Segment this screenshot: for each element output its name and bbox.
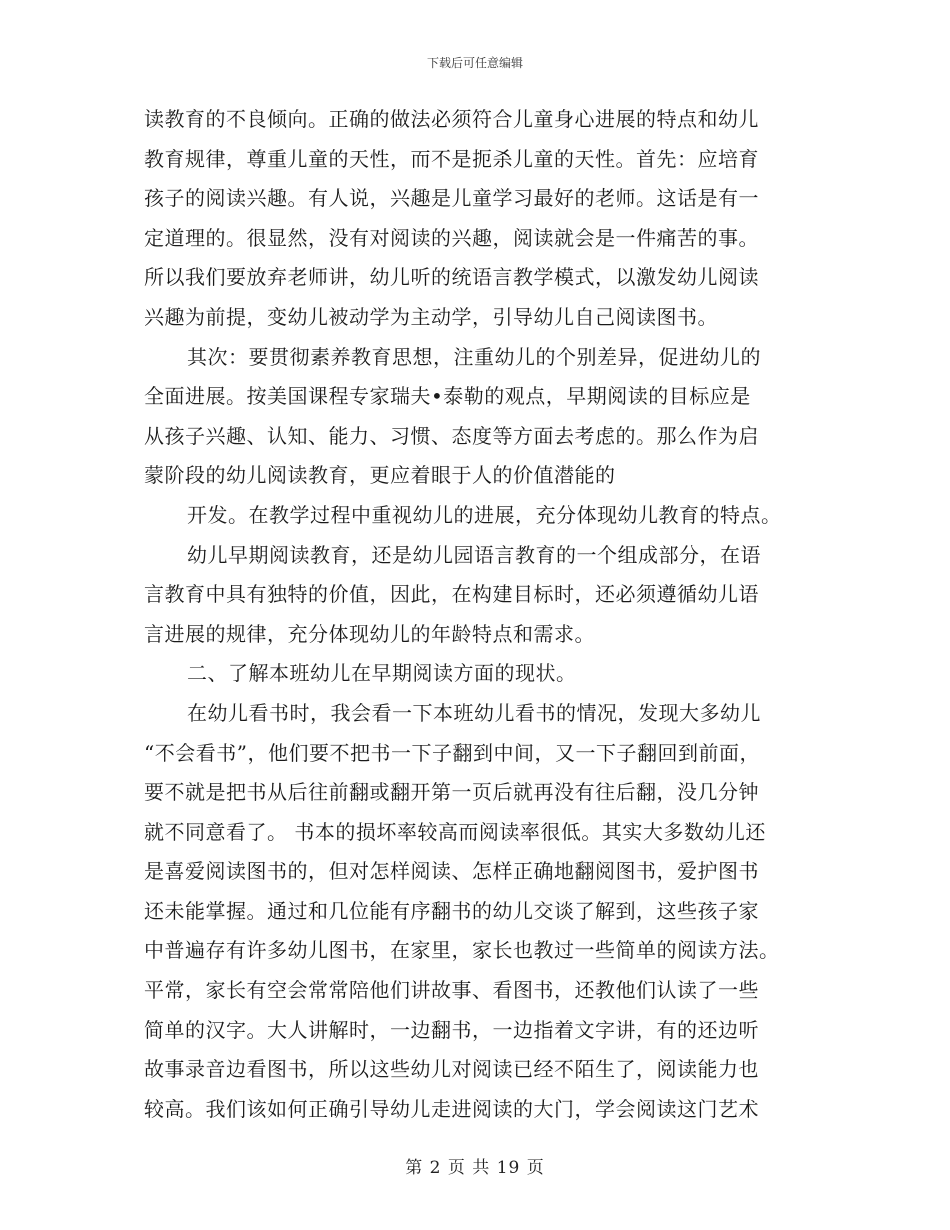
text-line: 在幼儿看书时，我会看一下本班幼儿看书的情况，发现大多幼儿 bbox=[187, 700, 761, 725]
text-line: 中普遍存有许多幼儿图书，在家里，家长也教过一些简单的阅读方法。 bbox=[144, 938, 780, 963]
text-line: 言进展的规律，充分体现幼儿的年龄特点和需求。 bbox=[144, 621, 595, 646]
text-line: 就不同意看了。 书本的损坏率较高而阅读率很低。其实大多数幼儿还 bbox=[144, 819, 766, 844]
text-line: 教育规律，尊重儿童的天性，而不是扼杀儿童的天性。首先：应培育 bbox=[144, 146, 759, 171]
section-heading: 二、了解本班幼儿在早期阅读方面的现状。 bbox=[187, 661, 577, 686]
text-line: 兴趣为前提，变幼儿被动学为主动学，引导幼儿自己阅读图书。 bbox=[144, 304, 718, 329]
text-line: 开发。在教学过程中重视幼儿的进展，充分体现幼儿教育的特点。 bbox=[187, 502, 782, 527]
text-line: 故事录音边看图书，所以这些幼儿对阅读已经不陌生了，阅读能力也 bbox=[144, 1057, 759, 1082]
document-body bbox=[144, 100, 816, 1129]
text-line: 蒙阶段的幼儿阅读教育，更应着眼于人的价值潜能的 bbox=[144, 463, 616, 488]
page-header: 下载后可任意编辑 bbox=[426, 56, 523, 70]
text-line: 全面进展。按美国课程专家瑞夫•泰勒的观点，早期阅读的目标应是 bbox=[144, 384, 751, 409]
text-line: 平常，家长有空会常常陪他们讲故事、看图书，还教他们认读了一些 bbox=[144, 978, 759, 1003]
text-line: 还未能掌握。通过和几位能有序翻书的幼儿交谈了解到，这些孩子家 bbox=[144, 898, 759, 923]
text-line: 较高。我们该如何正确引导幼儿走进阅读的大门，学会阅读这门艺术 bbox=[144, 1096, 759, 1121]
text-line: 从孩子兴趣、认知、能力、习惯、态度等方面去考虑的。那么作为启 bbox=[144, 423, 759, 448]
text-line: “不会看书”，他们要不把书一下子翻到中间，又一下子翻回到前面， bbox=[144, 740, 760, 765]
text-line: 其次：要贯彻素养教育思想，注重幼儿的个别差异，促进幼儿的 bbox=[187, 344, 761, 369]
text-line: 是喜爱阅读图书的，但对怎样阅读、怎样正确地翻阅图书，爱护图书 bbox=[144, 859, 759, 884]
text-line: 要不就是把书从后往前翻或翻开第一页后就再没有往后翻，没几分钟 bbox=[144, 780, 759, 805]
text-line: 定道理的。很显然，没有对阅读的兴趣，阅读就会是一件痛苦的事。 bbox=[144, 225, 759, 250]
text-line: 所以我们要放弃老师讲，幼儿听的统语言教学模式，以激发幼儿阅读 bbox=[144, 265, 759, 290]
text-line: 幼儿早期阅读教育，还是幼儿园语言教育的一个组成部分，在语 bbox=[187, 542, 761, 567]
text-line: 简单的汉字。大人讲解时，一边翻书，一边指着文字讲，有的还边听 bbox=[144, 1017, 759, 1042]
text-line: 读教育的不良倾向。正确的做法必须符合儿童身心进展的特点和幼儿 bbox=[144, 107, 759, 131]
text-line: 言教育中具有独特的价值，因此，在构建目标时，还必须遵循幼儿语 bbox=[144, 582, 759, 607]
page-number-footer: 第 2 页 共 19 页 bbox=[405, 1158, 545, 1178]
text-line: 孩子的阅读兴趣。有人说，兴趣是儿童学习最好的老师。这话是有一 bbox=[144, 186, 759, 211]
